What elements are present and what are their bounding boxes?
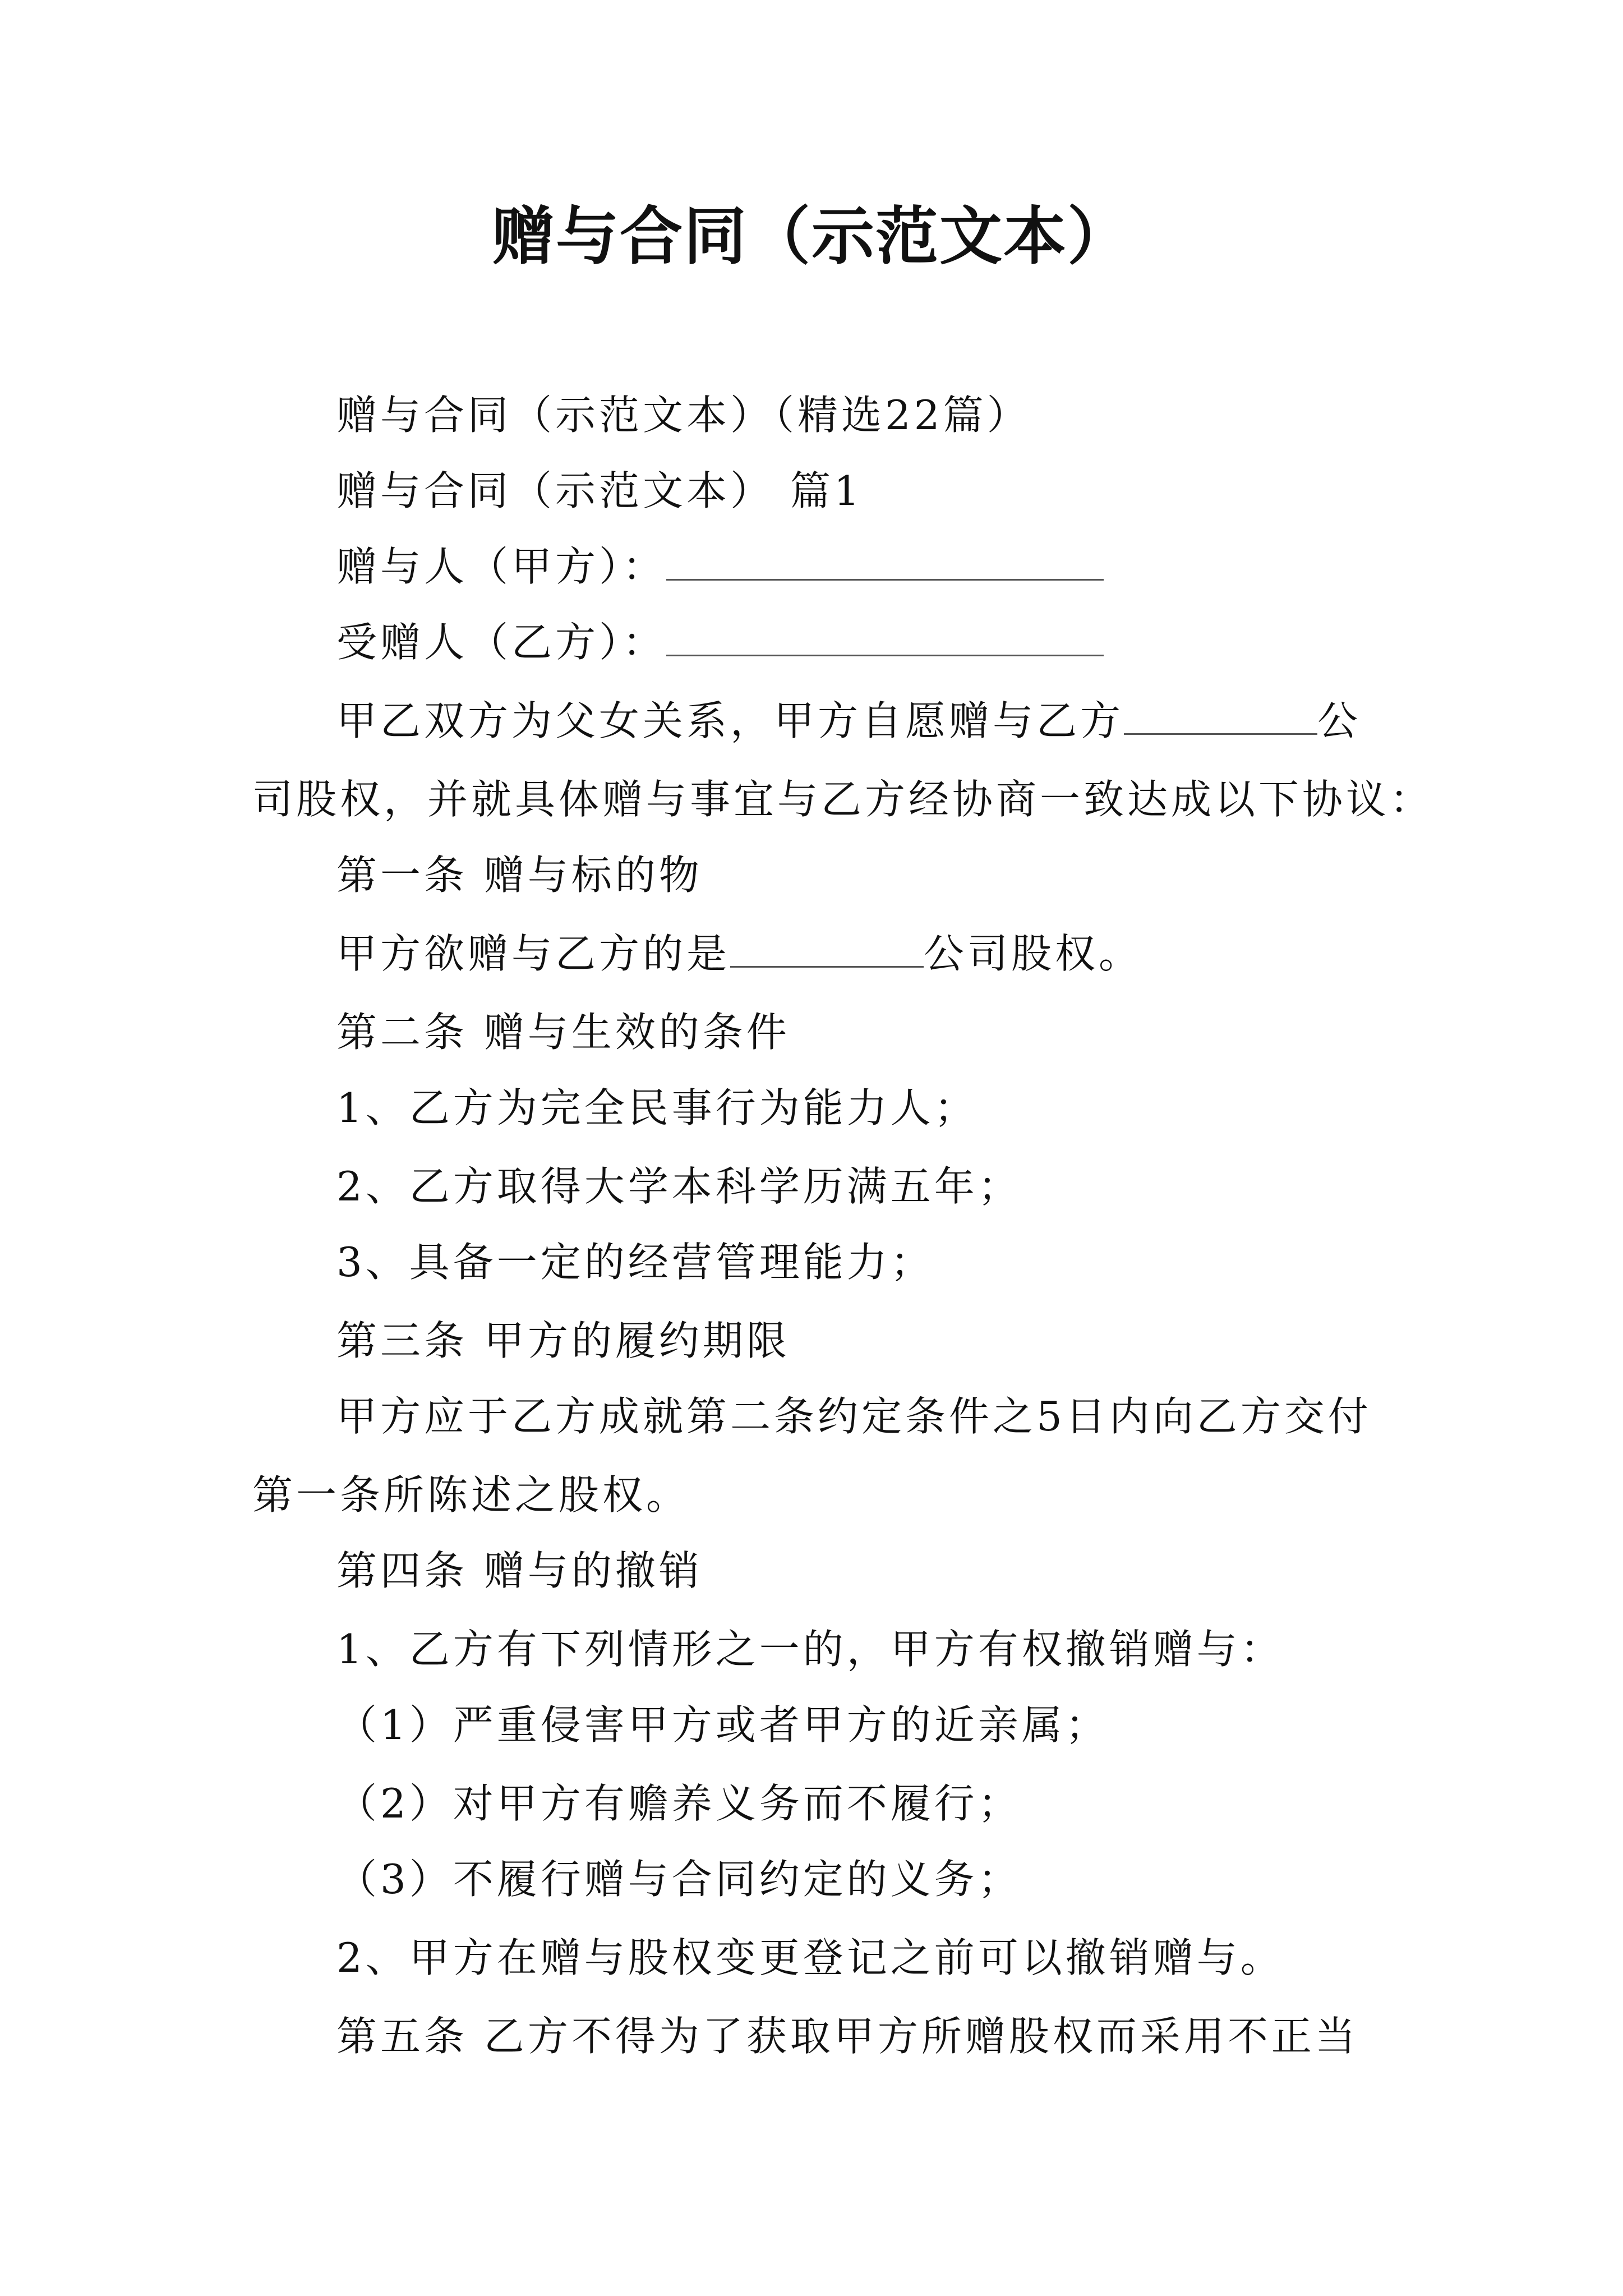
recipient-label: 受赠人（乙方）： [336,619,667,666]
donor-field [336,539,1104,595]
paragraph-relationship: 甲乙双方为父女关系，甲方自愿赠与乙方 公 [336,693,1361,749]
donor-blank[interactable] [666,539,1104,581]
recipient-field [336,614,1104,670]
paragraph-subtitle: 赠与合同（示范文本）（精选22篇） [336,392,1031,439]
article-2-heading: 第二条 赠与生效的条件 [336,1009,790,1056]
article-4-subitem-3: （3）不履行赠与合同约定的义务； [336,1856,1022,1903]
article-3-heading: 第三条 甲方的履约期限 [336,1317,790,1364]
article-4-item-1: 1、乙方有下列情形之一的，甲方有权撤销赠与： [336,1626,1284,1673]
article-4-subitem-1: （1）严重侵害甲方或者甲方的近亲属； [336,1701,1109,1749]
paragraph-section-heading: 赠与合同（示范文本） 篇1 [336,467,863,514]
article-2-item-3: 3、具备一定的经营管理能力； [336,1239,934,1286]
article-3-content-continued: 第一条所陈述之股权。 [252,1471,690,1519]
article-2-item-2: 2、乙方取得大学本科学历满五年； [336,1163,1022,1210]
recipient-blank[interactable] [666,614,1104,656]
article-4-subitem-2: （2）对甲方有赡养义务而不履行； [336,1780,1022,1827]
article-2-item-1: 1、乙方为完全民事行为能力人； [336,1084,978,1131]
company-blank-1[interactable] [1124,693,1317,735]
document-title: 赠与合同（示范文本） [492,200,1131,273]
company-blank-2[interactable] [730,926,924,968]
article-4-item-2: 2、甲方在赠与股权变更登记之前可以撤销赠与。 [336,1934,1284,1981]
article-3-content: 甲方应于乙方成就第二条约定条件之5日内向乙方交付 [336,1393,1372,1440]
article-1-content: 甲方欲赠与乙方的是 公司股权。 [336,926,1142,982]
paragraph-relationship-continued: 司股权，并就具体赠与事宜与乙方经协商一致达成以下协议： [252,776,1434,823]
article-5-heading: 第五条 乙方不得为了获取甲方所赠股权而采用不正当 [336,2013,1359,2060]
article-4-heading: 第四条 赠与的撤销 [336,1547,703,1594]
donor-label: 赠与人（甲方）： [336,543,667,590]
article-1-heading: 第一条 赠与标的物 [336,852,703,899]
